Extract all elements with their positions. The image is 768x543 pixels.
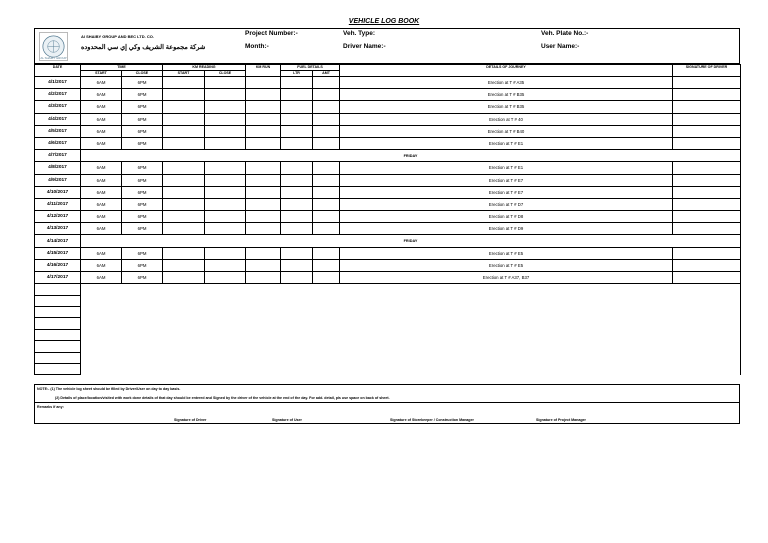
- blank-date-cell[interactable]: [35, 352, 81, 363]
- row-km-start[interactable]: [163, 223, 205, 235]
- row-fuel-amt[interactable]: [313, 162, 340, 174]
- row-time-close[interactable]: 6PM: [122, 125, 163, 137]
- row-fuel-ltr[interactable]: [281, 198, 313, 210]
- table-row: [35, 113, 741, 125]
- blank-area[interactable]: [81, 284, 741, 295]
- row-time-start[interactable]: 6AM: [81, 125, 122, 137]
- row-details[interactable]: Erection at T # A37, B37: [340, 272, 673, 284]
- row-date: 4/2/2017: [35, 89, 81, 101]
- row-date: 4/11/2017: [35, 198, 81, 210]
- row-date: 4/17/2017: [35, 272, 81, 284]
- row-date: 4/6/2017: [35, 137, 81, 149]
- blank-date-cell[interactable]: [35, 341, 81, 352]
- table-row: [35, 198, 741, 210]
- row-fuel-ltr[interactable]: [281, 113, 313, 125]
- row-signature[interactable]: [673, 162, 741, 174]
- blank-date-cell[interactable]: [35, 295, 81, 306]
- col-signature: SIGNATURE OF DRIVER: [673, 65, 741, 77]
- col-fuel-amt: AMT: [313, 71, 340, 77]
- row-details[interactable]: Erection at T # B40: [340, 125, 673, 137]
- row-km-run[interactable]: [246, 77, 281, 89]
- row-time-start[interactable]: 6AM: [81, 101, 122, 113]
- row-details[interactable]: Erection at T # E1: [340, 162, 673, 174]
- row-time-close[interactable]: 6PM: [122, 113, 163, 125]
- row-details[interactable]: Erection at T # 40: [340, 113, 673, 125]
- row-time-close[interactable]: 6PM: [122, 223, 163, 235]
- row-km-run[interactable]: [246, 259, 281, 271]
- col-fuel-ltr: LTR: [281, 71, 313, 77]
- table-row: [35, 89, 741, 101]
- page-title: VEHICLE LOG BOOK: [348, 18, 420, 25]
- veh-plate-label: Veh. Plate No.:-: [541, 30, 589, 37]
- table-row-friday: [35, 235, 741, 247]
- row-details[interactable]: Erection at T # A35: [340, 77, 673, 89]
- blank-date-cell[interactable]: [35, 363, 81, 374]
- blank-area[interactable]: [81, 295, 741, 306]
- row-fuel-ltr[interactable]: [281, 174, 313, 186]
- table-row: [35, 162, 741, 174]
- row-time-start[interactable]: 6AM: [81, 162, 122, 174]
- company-logo: [39, 32, 68, 61]
- header-block: [34, 28, 740, 64]
- row-date: 4/8/2017: [35, 162, 81, 174]
- row-fuel-amt[interactable]: [313, 125, 340, 137]
- table-row: [35, 223, 741, 235]
- blank-date-cell[interactable]: [35, 306, 81, 317]
- row-time-start[interactable]: 6AM: [81, 211, 122, 223]
- row-date: 4/1/2017: [35, 77, 81, 89]
- row-time-close[interactable]: 6PM: [122, 77, 163, 89]
- row-fuel-ltr[interactable]: [281, 77, 313, 89]
- col-km-run: KM RUN: [246, 65, 281, 77]
- table-row: [35, 259, 741, 271]
- row-fuel-amt[interactable]: [313, 137, 340, 149]
- row-km-close[interactable]: [205, 137, 246, 149]
- row-date: 4/10/2017: [35, 186, 81, 198]
- row-km-start[interactable]: [163, 162, 205, 174]
- row-details[interactable]: Erection at T # D7: [340, 198, 673, 210]
- blank-date-cell[interactable]: [35, 318, 81, 329]
- row-km-start[interactable]: [163, 272, 205, 284]
- blank-row: [35, 363, 741, 374]
- row-fuel-ltr[interactable]: [281, 125, 313, 137]
- row-signature[interactable]: [673, 223, 741, 235]
- row-km-close[interactable]: [205, 77, 246, 89]
- row-km-run[interactable]: [246, 113, 281, 125]
- row-signature[interactable]: [673, 198, 741, 210]
- table-row: [35, 186, 741, 198]
- row-signature[interactable]: [673, 247, 741, 259]
- row-signature[interactable]: [673, 174, 741, 186]
- col-time-close: CLOSE: [122, 71, 163, 77]
- row-km-run[interactable]: [246, 101, 281, 113]
- row-signature[interactable]: [673, 89, 741, 101]
- row-fuel-amt[interactable]: [313, 89, 340, 101]
- row-km-run[interactable]: [246, 272, 281, 284]
- row-fuel-amt[interactable]: [313, 198, 340, 210]
- col-details: DETAILS OF JOURNEY: [340, 65, 673, 77]
- col-time: TIME: [81, 65, 163, 71]
- row-km-run[interactable]: [246, 186, 281, 198]
- row-km-close[interactable]: [205, 174, 246, 186]
- row-time-start[interactable]: 6AM: [81, 186, 122, 198]
- row-signature[interactable]: [673, 101, 741, 113]
- table-row-friday: [35, 150, 741, 162]
- row-time-start[interactable]: 6AM: [81, 137, 122, 149]
- row-time-start[interactable]: 6AM: [81, 113, 122, 125]
- row-time-start[interactable]: 6AM: [81, 89, 122, 101]
- row-km-close[interactable]: [205, 247, 246, 259]
- row-details[interactable]: Erection at T # D8: [340, 211, 673, 223]
- row-date: 4/3/2017: [35, 101, 81, 113]
- row-km-start[interactable]: [163, 89, 205, 101]
- row-km-close[interactable]: [205, 89, 246, 101]
- row-km-close[interactable]: [205, 162, 246, 174]
- row-km-start[interactable]: [163, 125, 205, 137]
- row-km-start[interactable]: [163, 198, 205, 210]
- row-km-close[interactable]: [205, 113, 246, 125]
- note-1: NOTE:- (1) The vehicle log sheet should be filled by Driver/User on day to day basis.: [37, 387, 181, 391]
- row-details[interactable]: Erection at T # E7: [340, 174, 673, 186]
- note-2: (2) Details of place/location/visited with work done details of that day should be entered and Signed by the driver of the vehicle at the end of the day. For add. detail, pls use space on back of sheet.: [55, 396, 390, 400]
- row-km-start[interactable]: [163, 247, 205, 259]
- row-date: 4/12/2017: [35, 211, 81, 223]
- signature-pm-label: Signature of Project Manager: [536, 418, 586, 422]
- row-details[interactable]: Erection at T # E1: [340, 137, 673, 149]
- row-fuel-ltr[interactable]: [281, 101, 313, 113]
- svg-text:AL SHAIBY GROUP: AL SHAIBY GROUP: [40, 56, 67, 61]
- row-fuel-ltr[interactable]: [281, 137, 313, 149]
- month-label: Month:-: [245, 43, 269, 50]
- col-fuel-details: FUEL DETAILS: [281, 65, 340, 71]
- row-km-close[interactable]: [205, 101, 246, 113]
- row-km-close[interactable]: [205, 223, 246, 235]
- company-name-arabic: شركة مجموعة الشريف وكي إي سي المحدوده: [81, 44, 206, 51]
- row-time-start[interactable]: 6AM: [81, 198, 122, 210]
- blank-area[interactable]: [81, 329, 741, 340]
- col-km-reading: KM READING: [163, 65, 246, 71]
- company-name-english: Al SHAIBY GROUP AND BEC LTD. CO.: [81, 34, 154, 39]
- row-time-start[interactable]: 6AM: [81, 259, 122, 271]
- user-name-label: User Name:-: [541, 43, 580, 50]
- row-time-close[interactable]: 6PM: [122, 186, 163, 198]
- row-km-run[interactable]: [246, 223, 281, 235]
- row-date: 4/7/2017: [35, 150, 81, 162]
- row-time-close[interactable]: 6PM: [122, 259, 163, 271]
- blank-area[interactable]: [81, 306, 741, 317]
- row-date: 4/13/2017: [35, 223, 81, 235]
- row-km-start[interactable]: [163, 174, 205, 186]
- row-km-run[interactable]: [246, 162, 281, 174]
- friday-label: FRIDAY: [81, 235, 741, 247]
- footer-block: [34, 384, 740, 424]
- friday-label: FRIDAY: [81, 150, 741, 162]
- col-km-start: START: [163, 71, 205, 77]
- row-time-start[interactable]: 6AM: [81, 223, 122, 235]
- veh-type-label: Veh. Type:: [343, 30, 376, 37]
- row-fuel-amt[interactable]: [313, 174, 340, 186]
- row-km-start[interactable]: [163, 137, 205, 149]
- blank-row: [35, 352, 741, 363]
- row-details[interactable]: Erection at T # B35: [340, 101, 673, 113]
- row-signature[interactable]: [673, 125, 741, 137]
- col-date: DATE: [35, 65, 81, 77]
- table-row: [35, 247, 741, 259]
- row-km-close[interactable]: [205, 198, 246, 210]
- row-signature[interactable]: [673, 137, 741, 149]
- row-time-close[interactable]: 6PM: [122, 162, 163, 174]
- table-row: [35, 101, 741, 113]
- blank-date-cell[interactable]: [35, 284, 81, 295]
- row-fuel-amt[interactable]: [313, 247, 340, 259]
- row-fuel-ltr[interactable]: [281, 162, 313, 174]
- row-fuel-ltr[interactable]: [281, 89, 313, 101]
- row-fuel-ltr[interactable]: [281, 247, 313, 259]
- row-fuel-amt[interactable]: [313, 186, 340, 198]
- row-km-close[interactable]: [205, 125, 246, 137]
- row-time-close[interactable]: 6PM: [122, 198, 163, 210]
- row-time-close[interactable]: 6PM: [122, 247, 163, 259]
- row-km-start[interactable]: [163, 77, 205, 89]
- blank-row: [35, 329, 741, 340]
- blank-row: [35, 318, 741, 329]
- row-fuel-ltr[interactable]: [281, 223, 313, 235]
- row-fuel-ltr[interactable]: [281, 186, 313, 198]
- row-details[interactable]: Erection at T # E5: [340, 259, 673, 271]
- row-km-start[interactable]: [163, 101, 205, 113]
- row-details[interactable]: Erection at T # E5: [340, 247, 673, 259]
- row-fuel-amt[interactable]: [313, 223, 340, 235]
- row-fuel-amt[interactable]: [313, 259, 340, 271]
- row-time-start[interactable]: 6AM: [81, 272, 122, 284]
- row-time-close[interactable]: 6PM: [122, 174, 163, 186]
- row-signature[interactable]: [673, 211, 741, 223]
- row-signature[interactable]: [673, 186, 741, 198]
- signature-storekeeper-label: Signature of Storekeeper / Construction Manager: [390, 418, 474, 422]
- row-signature[interactable]: [673, 259, 741, 271]
- row-signature[interactable]: [673, 272, 741, 284]
- row-km-start[interactable]: [163, 186, 205, 198]
- row-time-start[interactable]: 6AM: [81, 77, 122, 89]
- row-signature[interactable]: [673, 77, 741, 89]
- signature-user-label: Signature of User: [272, 418, 302, 422]
- row-fuel-amt[interactable]: [313, 101, 340, 113]
- table-row: [35, 137, 741, 149]
- row-time-close[interactable]: 6PM: [122, 101, 163, 113]
- row-km-start[interactable]: [163, 113, 205, 125]
- row-details[interactable]: Erection at T # E7: [340, 186, 673, 198]
- blank-area[interactable]: [81, 363, 741, 374]
- col-km-close: CLOSE: [205, 71, 246, 77]
- row-date: 4/15/2017: [35, 247, 81, 259]
- blank-row: [35, 295, 741, 306]
- row-km-run[interactable]: [246, 198, 281, 210]
- driver-name-label: Driver Name:-: [343, 43, 386, 50]
- row-details[interactable]: Erection at T # D9: [340, 223, 673, 235]
- col-time-start: START: [81, 71, 122, 77]
- row-fuel-ltr[interactable]: [281, 259, 313, 271]
- row-km-run[interactable]: [246, 247, 281, 259]
- blank-row: [35, 341, 741, 352]
- row-fuel-amt[interactable]: [313, 211, 340, 223]
- row-details[interactable]: Erection at T # B35: [340, 89, 673, 101]
- row-time-close[interactable]: 6PM: [122, 211, 163, 223]
- blank-row: [35, 284, 741, 295]
- blank-area[interactable]: [81, 352, 741, 363]
- row-km-close[interactable]: [205, 259, 246, 271]
- signature-driver-label: Signature of Driver: [174, 418, 207, 422]
- row-date: 4/16/2017: [35, 259, 81, 271]
- row-km-start[interactable]: [163, 211, 205, 223]
- row-date: 4/4/2017: [35, 113, 81, 125]
- table-row: [35, 125, 741, 137]
- row-km-start[interactable]: [163, 259, 205, 271]
- row-signature[interactable]: [673, 113, 741, 125]
- table-row: [35, 174, 741, 186]
- row-fuel-ltr[interactable]: [281, 211, 313, 223]
- row-km-run[interactable]: [246, 125, 281, 137]
- table-row: [35, 77, 741, 89]
- remarks-label: Remarks if any:: [37, 405, 64, 409]
- project-number-label: Project Number:-: [245, 30, 298, 37]
- row-km-close[interactable]: [205, 211, 246, 223]
- row-fuel-amt[interactable]: [313, 77, 340, 89]
- row-date: 4/14/2017: [35, 235, 81, 247]
- row-time-start[interactable]: 6AM: [81, 247, 122, 259]
- footer-divider: [35, 402, 739, 403]
- row-time-close[interactable]: 6PM: [122, 137, 163, 149]
- log-table: [34, 64, 741, 375]
- row-time-close[interactable]: 6PM: [122, 272, 163, 284]
- row-date: 4/5/2017: [35, 125, 81, 137]
- row-fuel-ltr[interactable]: [281, 272, 313, 284]
- row-km-run[interactable]: [246, 211, 281, 223]
- row-km-close[interactable]: [205, 272, 246, 284]
- table-row: [35, 272, 741, 284]
- table-row: [35, 211, 741, 223]
- row-km-run[interactable]: [246, 174, 281, 186]
- row-km-run[interactable]: [246, 89, 281, 101]
- row-fuel-amt[interactable]: [313, 113, 340, 125]
- row-time-close[interactable]: 6PM: [122, 89, 163, 101]
- row-time-start[interactable]: 6AM: [81, 174, 122, 186]
- blank-row: [35, 306, 741, 317]
- row-fuel-amt[interactable]: [313, 272, 340, 284]
- blank-area[interactable]: [81, 341, 741, 352]
- blank-area[interactable]: [81, 318, 741, 329]
- row-date: 4/9/2017: [35, 174, 81, 186]
- row-km-run[interactable]: [246, 137, 281, 149]
- row-km-close[interactable]: [205, 186, 246, 198]
- blank-date-cell[interactable]: [35, 329, 81, 340]
